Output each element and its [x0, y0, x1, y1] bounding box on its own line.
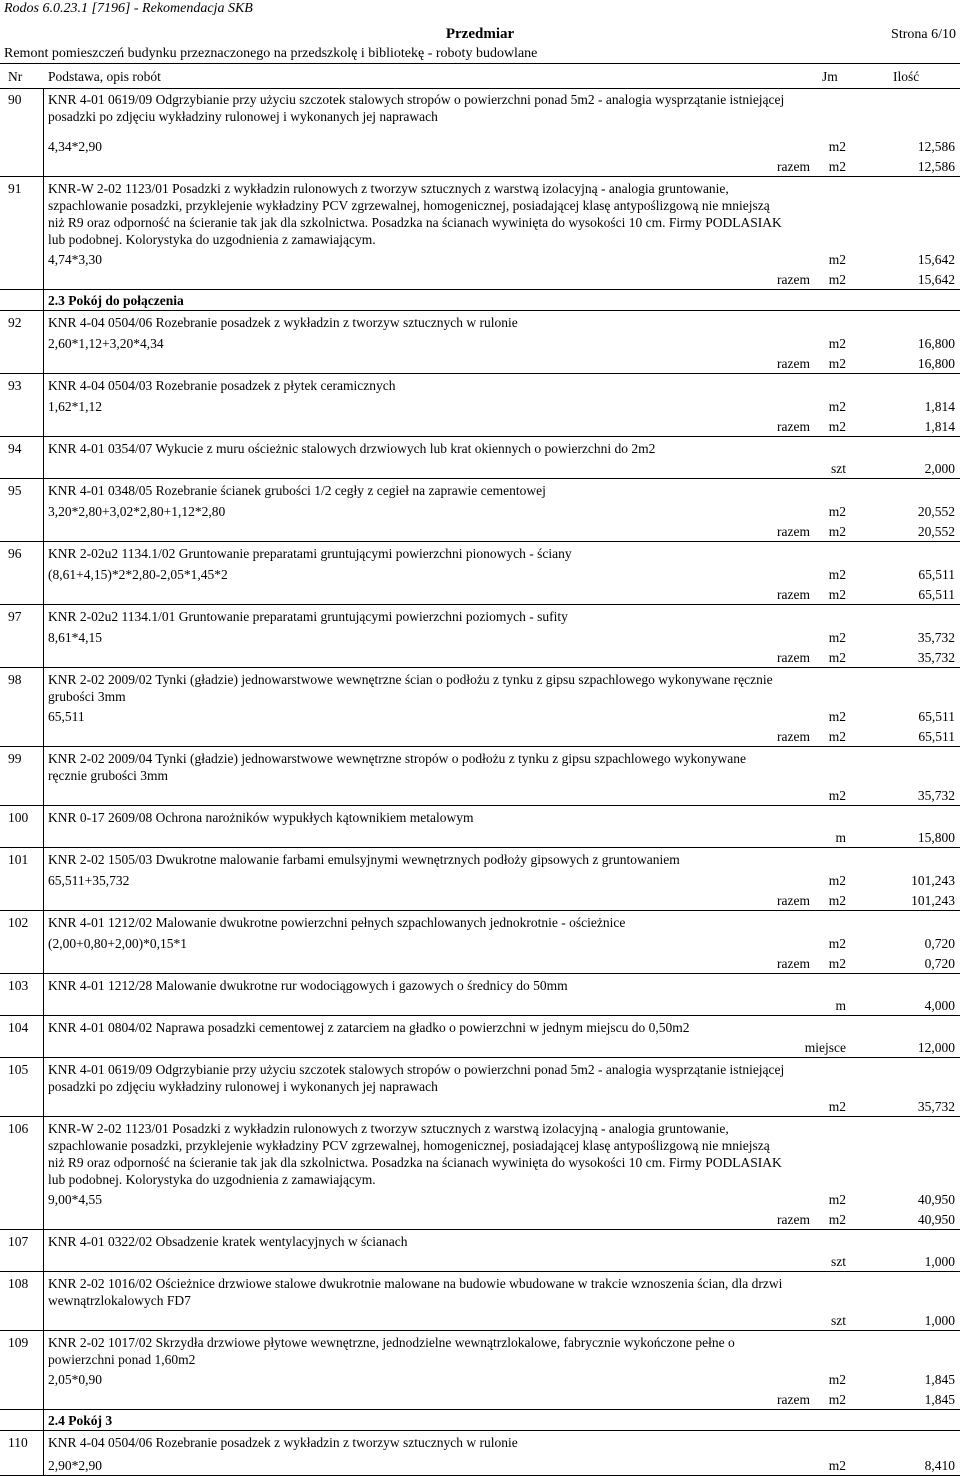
- row-description: KNR 2-02 1016/02 Ościeżnice drzwiowe stalowe dwukrotnie malowane na budowie wbudowane w trakcie wznoszenia ścian, dla drzwi wewnątrzlokalowych FD7: [48, 1276, 783, 1308]
- row-measurements: [0, 1096, 960, 1116]
- total-label: razem: [777, 272, 810, 287]
- column-divider: [43, 290, 44, 310]
- unit: m2: [828, 788, 846, 803]
- measurement-formula: 65,511+35,732: [48, 873, 130, 888]
- unit: m2: [828, 709, 846, 724]
- row-number: 104: [8, 1020, 29, 1035]
- total-quantity: 65,511: [918, 587, 955, 602]
- measurement-line: [0, 706, 960, 726]
- table-row: [0, 1230, 960, 1272]
- row-number: 102: [8, 915, 29, 930]
- unit: m2: [828, 419, 846, 434]
- page-title: Przedmiar: [445, 26, 515, 42]
- row-measurements: [0, 706, 960, 746]
- table-row: [0, 806, 960, 848]
- table-row: [0, 437, 960, 479]
- total-label: razem: [777, 419, 810, 434]
- unit: m2: [828, 356, 846, 371]
- table-row: [0, 668, 960, 747]
- header-desc: Podstawa, opis robót: [48, 69, 161, 84]
- measurement-formula: 4,74*3,30: [48, 252, 102, 267]
- row-description: KNR 0-17 2609/08 Ochrona narożników wypukłych kątownikiem metalowym: [48, 810, 474, 825]
- unit: m2: [828, 1372, 846, 1387]
- quantity: 8,410: [924, 1458, 955, 1473]
- row-description: KNR 2-02 1505/03 Dwukrotne malowanie farbami emulsyjnymi wewnętrznych podłoży gipsowych z gruntowaniem: [48, 852, 680, 867]
- total-label: razem: [777, 587, 810, 602]
- total-line: [0, 647, 960, 667]
- row-measurements: [0, 785, 960, 805]
- table-row: [0, 374, 960, 437]
- row-description: KNR 2-02u2 1134.1/01 Gruntowanie preparatami gruntującymi powierzchni poziomych - sufity: [48, 609, 568, 624]
- quantity: 1,000: [924, 1313, 955, 1328]
- table-row: [0, 974, 960, 1016]
- total-line: [0, 953, 960, 973]
- unit: m2: [828, 399, 846, 414]
- measurement-formula: 3,20*2,80+3,02*2,80+1,12*2,80: [48, 504, 226, 519]
- unit: m2: [828, 956, 846, 971]
- header-qty: Ilość: [893, 69, 920, 84]
- table-body: [0, 88, 960, 1476]
- quantity: 12,000: [917, 1040, 955, 1055]
- table-row: [0, 747, 960, 806]
- measurement-formula: 2,05*0,90: [48, 1372, 102, 1387]
- row-number: 99: [8, 751, 22, 766]
- unit: szt: [831, 1313, 846, 1328]
- row-description: KNR 4-01 0619/09 Odgrzybianie przy użyciu szczotek stalowych stropów o powierzchni ponad 5m2 - analogia wysprzątanie istniejącej posadzki po zdjęciu wykładziny rulonowej i wykonanych jej naprawach: [48, 92, 785, 124]
- quantity: 1,814: [924, 399, 955, 414]
- row-number: 94: [8, 441, 22, 456]
- total-label: razem: [777, 159, 810, 174]
- total-label: razem: [777, 1212, 810, 1227]
- total-quantity: 35,732: [917, 650, 955, 665]
- row-measurements: [0, 1369, 960, 1409]
- row-measurements: [0, 564, 960, 604]
- total-line: [0, 1209, 960, 1229]
- row-number: 106: [8, 1121, 29, 1136]
- row-measurements: [0, 870, 960, 910]
- table-row: [0, 911, 960, 974]
- unit: m2: [828, 336, 846, 351]
- section-title: 2.3 Pokój do połączenia: [48, 293, 184, 308]
- measurement-line: [0, 827, 960, 847]
- row-measurements: [0, 1251, 960, 1271]
- measurement-line: [0, 870, 960, 890]
- row-number: 109: [8, 1335, 29, 1350]
- measurement-line: [0, 564, 960, 584]
- unit: m2: [828, 936, 846, 951]
- measurement-line: [0, 1455, 960, 1475]
- table-row: [0, 1117, 960, 1230]
- total-label: razem: [777, 729, 810, 744]
- row-description: KNR 4-04 0504/06 Rozebranie posadzek z wykładzin z tworzyw sztucznych w rulonie: [48, 1435, 518, 1450]
- total-line: [0, 890, 960, 910]
- row-measurements: [0, 995, 960, 1015]
- project-subtitle: Remont pomieszczeń budynku przeznaczonego na przedszkolę i bibliotekę - roboty budowlane: [4, 46, 538, 61]
- row-number: 98: [8, 672, 22, 687]
- total-line: [0, 726, 960, 746]
- quantity: 20,552: [917, 504, 955, 519]
- row-description: KNR 4-01 0322/02 Obsadzenie kratek wentylacyjnych w ścianach: [48, 1234, 408, 1249]
- measurement-formula: (2,00+0,80+2,00)*0,15*1: [48, 936, 187, 951]
- quantity: 2,000: [924, 461, 955, 476]
- row-number: 96: [8, 546, 22, 561]
- quantity: 1,845: [924, 1372, 955, 1387]
- measurement-line: [0, 1369, 960, 1389]
- quantity: 12,586: [917, 139, 955, 154]
- table-row: [0, 479, 960, 542]
- quantity: 0,720: [924, 936, 955, 951]
- unit: m2: [828, 873, 846, 888]
- unit: m2: [828, 587, 846, 602]
- measurement-formula: 2,90*2,90: [48, 1458, 102, 1473]
- row-measurements: [0, 1455, 960, 1475]
- column-divider: [43, 1410, 44, 1430]
- row-number: 107: [8, 1234, 29, 1249]
- total-quantity: 65,511: [918, 729, 955, 744]
- row-measurements: [0, 1037, 960, 1057]
- unit: miejsce: [804, 1040, 846, 1055]
- section-header: [0, 290, 960, 311]
- row-description: KNR 2-02 2009/04 Tynki (gładzie) jednowarstwowe wewnętrzne stropów o podłożu z tynku z gipsu szpachlowego wykonywane ręcznie grubości 3mm: [48, 751, 747, 783]
- unit: m2: [828, 272, 846, 287]
- header-jm: Jm: [822, 69, 838, 84]
- total-line: [0, 1389, 960, 1409]
- quantity: 15,800: [917, 830, 955, 845]
- row-number: 105: [8, 1062, 29, 1077]
- measurement-line: [0, 249, 960, 269]
- measurement-formula: (8,61+4,15)*2*2,80-2,05*1,45*2: [48, 567, 228, 582]
- total-quantity: 20,552: [917, 524, 955, 539]
- unit: m2: [828, 630, 846, 645]
- measurement-line: [0, 995, 960, 1015]
- row-measurements: [0, 396, 960, 436]
- total-line: [0, 353, 960, 373]
- total-line: [0, 156, 960, 176]
- quantity: 35,732: [917, 1099, 955, 1114]
- measurement-line: [0, 1310, 960, 1330]
- table-row: [0, 177, 960, 290]
- unit: m2: [828, 524, 846, 539]
- page-number: Strona 6/10: [891, 27, 956, 42]
- quantity: 1,000: [924, 1254, 955, 1269]
- table-header: [0, 63, 960, 89]
- unit: m2: [828, 159, 846, 174]
- table-row: [0, 542, 960, 605]
- unit: m2: [828, 1099, 846, 1114]
- measurement-line: [0, 1189, 960, 1209]
- row-description: KNR 4-01 0348/05 Rozebranie ścianek grubości 1/2 cegły z cegieł na zaprawie cementowej: [48, 483, 546, 498]
- total-quantity: 15,642: [917, 272, 955, 287]
- row-description: KNR 4-01 1212/28 Malowanie dwukrotne rur wodociągowych i gazowych o średnicy do 50mm: [48, 978, 568, 993]
- quantity: 35,732: [917, 630, 955, 645]
- unit: m2: [828, 1392, 846, 1407]
- row-measurements: [0, 933, 960, 973]
- unit: m2: [828, 650, 846, 665]
- row-measurements: [0, 249, 960, 289]
- row-description: KNR 4-01 0354/07 Wykucie z muru ościeżnic stalowych drzwiowych lub krat okiennych o powierzchni do 2m2: [48, 441, 656, 456]
- measurement-formula: 1,62*1,12: [48, 399, 102, 414]
- table-row: [0, 88, 960, 177]
- row-description: KNR 4-04 0504/03 Rozebranie posadzek z płytek ceramicznych: [48, 378, 396, 393]
- measurement-line: [0, 458, 960, 478]
- quantity: 4,000: [924, 998, 955, 1013]
- row-number: 93: [8, 378, 22, 393]
- unit: m2: [828, 1458, 846, 1473]
- row-description: KNR-W 2-02 1123/01 Posadzki z wykładzin rulonowych z tworzyw sztucznych z warstwą izolacyjną - analogia gruntowanie, szpachlowanie posadzki, przyklejenie wykładziny PCV zgrzewalnej, homogenicznej, posiadającej klasę antypoślizgową nie mniejszą niż R9 oraz odporność na ścieranie tak jak dla szkolnictwa. Posadzka na ścianach wywinięta do wysokości 10 cm. Firmy PODLASIAK lub podobnej. Kolorystyka do uzgodnienia z zamawiającym.: [48, 181, 782, 247]
- section-header: [0, 1410, 960, 1431]
- row-number: 91: [8, 181, 22, 196]
- unit: m2: [828, 139, 846, 154]
- unit: m: [835, 998, 846, 1013]
- measurement-line: [0, 136, 960, 156]
- quantity: 35,732: [917, 788, 955, 803]
- measurement-line: [0, 1251, 960, 1271]
- row-measurements: [0, 1310, 960, 1330]
- unit: m2: [828, 567, 846, 582]
- total-quantity: 0,720: [924, 956, 955, 971]
- table-row: [0, 1331, 960, 1410]
- unit: m2: [828, 893, 846, 908]
- measurement-line: [0, 501, 960, 521]
- row-description: KNR 4-01 0619/09 Odgrzybianie przy użyciu szczotek stalowych stropów o powierzchni ponad 5m2 - analogia wysprzątanie istniejącej posadzki po zdjęciu wykładziny rulonowej i wykonanych jej naprawach: [48, 1062, 785, 1094]
- total-quantity: 12,586: [917, 159, 955, 174]
- row-number: 103: [8, 978, 29, 993]
- measurement-formula: 9,00*4,55: [48, 1192, 102, 1207]
- row-measurements: [0, 1189, 960, 1229]
- measurement-line: [0, 933, 960, 953]
- row-description: KNR-W 2-02 1123/01 Posadzki z wykładzin rulonowych z tworzyw sztucznych z warstwą izolacyjną - analogia gruntowanie, szpachlowanie posadzki, przyklejenie wykładziny PCV zgrzewalnej, homogenicznej, posiadającej klasę antypoślizgową nie mniejszą niż R9 oraz odporność na ścieranie tak jak dla szkolnictwa. Posadzka na ścianach wywinięta do wysokości 10 cm. Firmy PODLASIAK lub podobnej. Kolorystyka do uzgodnienia z zamawiającym.: [48, 1121, 782, 1187]
- measurement-line: [0, 1037, 960, 1057]
- total-line: [0, 584, 960, 604]
- total-label: razem: [777, 650, 810, 665]
- unit: szt: [831, 461, 846, 476]
- quantity: 16,800: [917, 336, 955, 351]
- table-row: [0, 848, 960, 911]
- row-number: 97: [8, 609, 22, 624]
- unit: m2: [828, 1192, 846, 1207]
- unit: szt: [831, 1254, 846, 1269]
- total-quantity: 1,814: [924, 419, 955, 434]
- row-description: KNR 4-01 0804/02 Naprawa posadzki cementowej z zatarciem na gładko o powierzchni w jednym miejscu do 0,50m2: [48, 1020, 690, 1035]
- quantity: 40,950: [917, 1192, 955, 1207]
- section-title: 2.4 Pokój 3: [48, 1413, 113, 1428]
- total-label: razem: [777, 356, 810, 371]
- unit: m2: [828, 252, 846, 267]
- table-row: [0, 311, 960, 374]
- measurement-line: [0, 627, 960, 647]
- table-row: [0, 1016, 960, 1058]
- total-label: razem: [777, 1392, 810, 1407]
- table-row: [0, 1431, 960, 1476]
- row-description: KNR 4-04 0504/06 Rozebranie posadzek z wykładzin z tworzyw sztucznych w rulonie: [48, 315, 518, 330]
- header-nr: Nr: [8, 69, 23, 84]
- quantity: 65,511: [918, 567, 955, 582]
- measurement-line: [0, 333, 960, 353]
- measurement-formula: 2,60*1,12+3,20*4,34: [48, 336, 164, 351]
- app-title: Rodos 6.0.23.1 [7196] - Rekomendacja SKB: [4, 1, 253, 16]
- row-number: 95: [8, 483, 22, 498]
- row-description: KNR 2-02u2 1134.1/02 Gruntowanie preparatami gruntującymi powierzchni pionowych - ściany: [48, 546, 572, 561]
- measurement-line: [0, 396, 960, 416]
- total-label: razem: [777, 524, 810, 539]
- row-measurements: [0, 458, 960, 478]
- row-number: 110: [8, 1435, 28, 1450]
- total-quantity: 16,800: [917, 356, 955, 371]
- unit: m2: [828, 1212, 846, 1227]
- table-row: [0, 605, 960, 668]
- row-number: 101: [8, 852, 29, 867]
- total-line: [0, 416, 960, 436]
- total-quantity: 1,845: [924, 1392, 955, 1407]
- row-description: KNR 2-02 1017/02 Skrzydła drzwiowe płytowe wewnętrzne, jednodzielne wewnątrzlokalowe, fabrycznie wykończone pełne o powierzchni ponad 1,60m2: [48, 1335, 735, 1367]
- row-number: 90: [8, 92, 22, 107]
- quantity: 101,243: [911, 873, 955, 888]
- row-description: KNR 4-01 1212/02 Malowanie dwukrotne powierzchni pełnych szpachlowanych jednokrotnie - ościeżnice: [48, 915, 626, 930]
- row-measurements: [0, 627, 960, 667]
- table-row: [0, 1272, 960, 1331]
- measurement-formula: 8,61*4,15: [48, 630, 102, 645]
- total-line: [0, 521, 960, 541]
- measurement-line: [0, 785, 960, 805]
- total-quantity: 101,243: [911, 893, 955, 908]
- measurement-line: [0, 1096, 960, 1116]
- row-measurements: [0, 333, 960, 373]
- row-description: KNR 2-02 2009/02 Tynki (gładzie) jednowarstwowe wewnętrzne ścian o podłożu z tynku z gipsu szpachlowego wykonywane ręcznie grubości 3mm: [48, 672, 773, 704]
- row-number: 108: [8, 1276, 29, 1291]
- row-number: 100: [8, 810, 29, 825]
- unit: m2: [828, 729, 846, 744]
- total-label: razem: [777, 956, 810, 971]
- row-measurements: [0, 827, 960, 847]
- total-quantity: 40,950: [917, 1212, 955, 1227]
- unit: m: [835, 830, 846, 845]
- row-number: 92: [8, 315, 22, 330]
- table-row: [0, 1058, 960, 1117]
- row-measurements: [0, 136, 960, 176]
- total-label: razem: [777, 893, 810, 908]
- quantity: 65,511: [918, 709, 955, 724]
- unit: m2: [828, 504, 846, 519]
- measurement-formula: 65,511: [48, 709, 85, 724]
- row-measurements: [0, 501, 960, 541]
- measurement-formula: 4,34*2,90: [48, 139, 102, 154]
- quantity: 15,642: [917, 252, 955, 267]
- total-line: [0, 269, 960, 289]
